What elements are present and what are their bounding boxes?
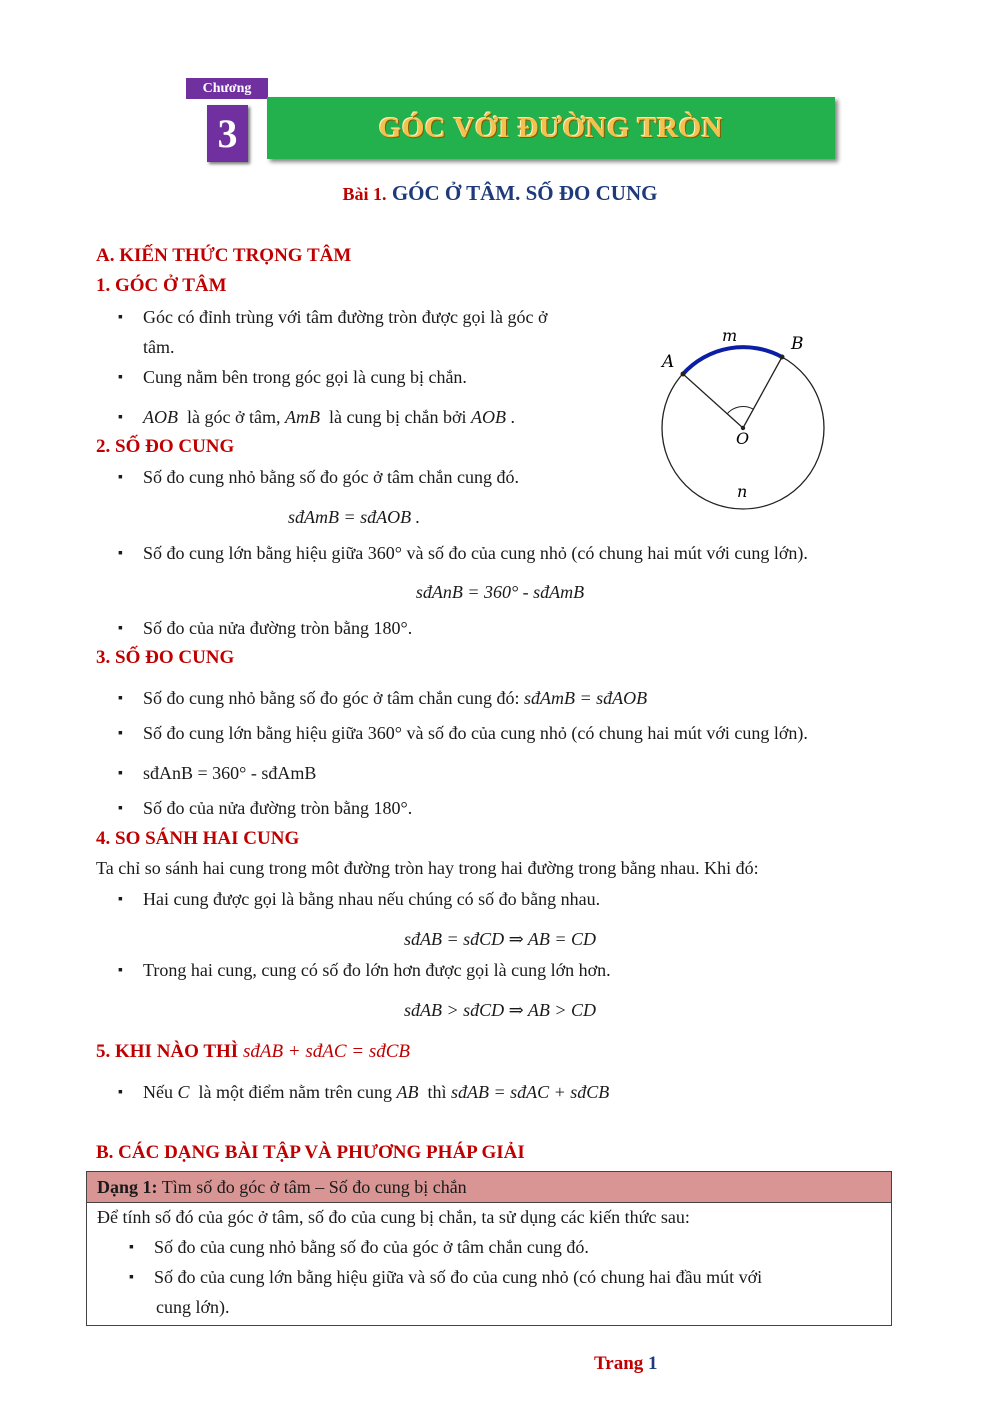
chapter-title: GÓC VỚI ĐƯỜNG TRÒN xyxy=(378,111,724,144)
section-a-title: A. KIẾN THỨC TRỌNG TÂM xyxy=(96,245,352,266)
math-aob-2: AOB xyxy=(470,407,506,427)
s2-b3-t1: Số đo của nửa đường tròn bằng xyxy=(143,618,369,638)
s3-b2-t1: Số đo cung lớn bằng hiệu giữa xyxy=(143,723,364,743)
table-intro: Để tính số đó của góc ở tâm, số đo của cung bị chắn, ta sử dụng các kiến thức sau: xyxy=(97,1207,690,1227)
s1-title: 1. GÓC Ở TÂM xyxy=(96,275,227,296)
s3-b2-t2: và số đo của cung nhỏ (có chung hai mút với cung lớn). xyxy=(406,723,808,743)
circle-figure xyxy=(640,318,840,518)
s3-b1-text xyxy=(143,688,647,709)
s3-b1-t: Số đo cung nhỏ bằng số đo góc ở tâm chắn cung đó: xyxy=(143,688,520,708)
s2-f1: sđAmB = sđAOB . xyxy=(288,507,421,527)
s5-title xyxy=(96,1041,410,1063)
radius-ob xyxy=(743,357,782,428)
table-b1-text: Số đo của cung nhỏ bằng số đo của góc ở tâm chắn cung đó. xyxy=(154,1237,589,1257)
s5-b1-text xyxy=(143,1082,609,1103)
s2-title: 2. SỐ ĐO CUNG xyxy=(96,436,235,457)
s1-b3-t1: là góc ở tâm, xyxy=(187,407,281,427)
s4-title: 4. SO SÁNH HAI CUNG xyxy=(96,828,300,849)
s3-b4-t1: Số đo của nửa đường tròn bằng xyxy=(143,798,369,818)
s5-b1-t3: thì xyxy=(427,1082,447,1102)
s2-b3-t2: . xyxy=(407,618,413,638)
s2-formula-2 xyxy=(0,582,1000,603)
section-b-title: B. CÁC DẠNG BÀI TẬP VÀ PHƯƠNG PHÁP GIẢI xyxy=(96,1142,525,1163)
math-amb: AmB xyxy=(285,407,320,427)
table-b2-line2: cung lớn). xyxy=(156,1297,230,1317)
lesson-title xyxy=(0,181,1000,206)
table-head-text: Tìm số đo góc ở tâm – Số đo cung bị chắn xyxy=(161,1177,467,1197)
s3-b3-f: sđAnB = 360° - sđAmB xyxy=(143,763,317,783)
page-footer xyxy=(594,1353,658,1375)
point-a xyxy=(681,372,686,377)
table-b2-line1: Số đo của cung lớn bằng hiệu giữa và số đo của cung nhỏ (có chung hai đầu mút với xyxy=(154,1267,763,1287)
s3-b4-m: 180° xyxy=(373,798,408,818)
s3-b4-t2: . xyxy=(407,798,413,818)
s5-title-formula: sđAB + sđAC = sđCB xyxy=(242,1041,411,1062)
s5-b1-f: sđAB = sđAC + sđCB xyxy=(450,1082,610,1102)
s2-f2: sđAnB = 360° - sđAmB xyxy=(415,582,585,602)
chapter-number: 3 xyxy=(207,105,248,162)
s3-b2-m: 360° xyxy=(367,723,402,743)
s4-formula-1 xyxy=(0,929,1000,950)
lesson-prefix: Bài 1. xyxy=(342,184,387,204)
math-aob: AOB xyxy=(143,407,178,427)
s2-b1-text: Số đo cung nhỏ bằng số đo góc ở tâm chắn cung đó. xyxy=(143,467,519,487)
table-header xyxy=(87,1172,891,1203)
s1-b3-t3: . xyxy=(510,407,515,427)
s3-b2-text xyxy=(143,723,808,744)
s5-b1-t1: Nếu xyxy=(143,1082,173,1102)
s2-formula-1 xyxy=(288,507,420,528)
s4-f1: sđAB = sđCD ⇒ AB = CD xyxy=(403,929,597,949)
s4-f2: sđAB > sđCD ⇒ AB > CD xyxy=(403,1000,597,1020)
s2-b2-t1: Số đo cung lớn bằng hiệu giữa xyxy=(143,543,364,563)
s4-intro: Ta chỉ so sánh hai cung trong môt đường tròn hay trong hai đường trong bằng nhau. Khi đó: xyxy=(96,858,759,878)
s1-b2-text: Cung nằm bên trong góc gọi là cung bị chắn. xyxy=(143,367,467,387)
chapter-label: Chương xyxy=(186,78,268,99)
label-a: A xyxy=(662,352,675,372)
point-b xyxy=(780,355,785,360)
angle-mark xyxy=(727,407,753,414)
chapter-banner xyxy=(267,97,835,159)
s1-b3-t2: là cung bị chắn bởi xyxy=(329,407,467,427)
footer-word: Trang xyxy=(594,1353,644,1374)
s5-title-text: 5. KHI NÀO THÌ xyxy=(96,1041,239,1062)
s3-b1-f: sđAmB = sđAOB xyxy=(523,688,648,708)
s1-b1-line1: Góc có đỉnh trùng với tâm đường tròn được gọi là góc ở xyxy=(143,307,548,327)
s2-b2-m: 360° xyxy=(367,543,402,563)
method-table xyxy=(86,1171,892,1326)
table-body xyxy=(87,1203,891,1325)
label-n: n xyxy=(737,482,748,501)
s2-b2-t2: và số đo của cung nhỏ (có chung hai mút với cung lớn). xyxy=(406,543,808,563)
arc-amb xyxy=(683,347,782,374)
label-m: m xyxy=(722,326,738,345)
s5-b1-m2: AB xyxy=(396,1082,419,1102)
s5-b1-t2: là một điểm nằm trên cung xyxy=(198,1082,392,1102)
footer-page-number: 1 xyxy=(648,1353,658,1374)
s3-title: 3. SỐ ĐO CUNG xyxy=(96,647,235,668)
s1-b3-text xyxy=(143,407,515,428)
s2-b3-text xyxy=(143,618,412,639)
s4-b1-text: Hai cung được gọi là bằng nhau nếu chúng có số đo bằng nhau. xyxy=(143,889,601,909)
s4-b2-text: Trong hai cung, cung có số đo lớn hơn được gọi là cung lớn hơn. xyxy=(143,960,611,980)
s4-formula-2 xyxy=(0,1000,1000,1021)
lesson-name: GÓC Ở TÂM. SỐ ĐO CUNG xyxy=(391,181,658,205)
s2-b3-m: 180° xyxy=(373,618,408,638)
label-b: B xyxy=(791,334,804,354)
label-o: O xyxy=(736,429,750,448)
s2-b2-text xyxy=(143,543,808,564)
radius-oa xyxy=(683,374,743,428)
s1-b1-line2: tâm. xyxy=(143,337,175,357)
s5-b1-m1: C xyxy=(177,1082,190,1102)
s3-b4-text xyxy=(143,798,412,819)
table-head-bold: Dạng 1: xyxy=(97,1177,158,1197)
